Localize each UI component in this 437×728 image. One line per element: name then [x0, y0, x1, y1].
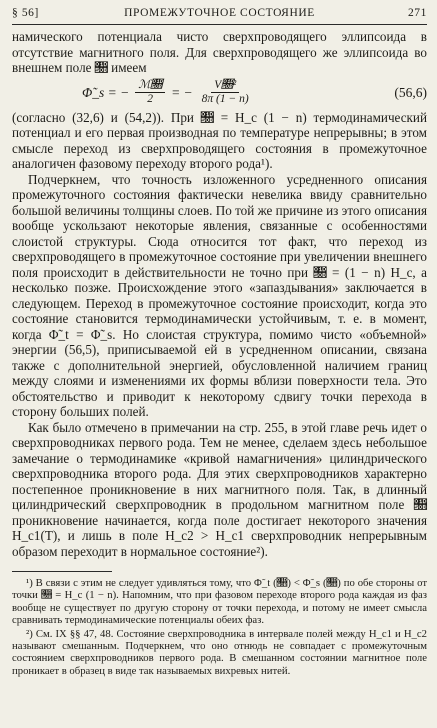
equation-lhs: Φ̃_s = − — [82, 84, 130, 100]
equation-56-6 — [12, 76, 427, 110]
running-title: ПРОМЕЖУТОЧНОЕ СОСТОЯНИЕ — [124, 7, 315, 19]
page-number: 271 — [407, 7, 427, 19]
main-text — [12, 29, 427, 559]
footnote-2: ²) См. IX §§ 47, 48. Состояние сверхпроводника в интервале полей между H_c1 и H_c2 называют смешанным. Подчеркнем, что оно отнюдь не совпадает с промежуточным состоянием сверхпроводников первого рода. В смешанном состоянии магнитное поле проникает в образец в виде так называемых вихревых нитей. — [12, 627, 427, 677]
running-header — [12, 7, 427, 23]
footnote-1: ¹) В связи с этим не следует удивляться тому, что Φ̃_t (𝔋) < Φ̃_s (𝔋) по обе стороны от точки 𝔋 = H_c (1 − n). Напомним, что при фазовом переходе второго рода каждая из фаз вообще не существует по другую сторону от точки перехода, и потому не имеет смысла сравнивать термодинамические потенциалы обеих фаз. — [12, 577, 427, 627]
fraction-2-numerator: V𝔋² — [211, 79, 239, 93]
footnotes — [12, 577, 427, 677]
paragraph-2: Подчеркнем, что точность изложенного усредненного описания промежуточного состояния фактически невелика ввиду сравнительно большой величины толщины слоев. По той же причине из этого описания вообще ускользают некоторые явления, связанные с особенностями слоистой структуры. Сюда относится тот факт, что переход из сверхпроводящего в промежуточное состояние при увеличении внешнего поля происходит в действительности не точно при 𝔋 = (1 − n) H_c, а несколько позже. Происхождение этого «запаздывания» заключается в следующем. Переход в промежуточное состояние происходит, когда это состояние становится термодинамически устойчивым, т. е. в момент, когда Φ̃_t = Φ̃_s. Но слоистая структура, помимо чисто «объемной» энергии (56,5), приписываемой ей в усредненном описании, связана также с дополнительной энергией, обусловленной наличием границ между слоями и изменениями их формы вблизи поверхности тела. Это обстоятельство и приводит к некоторому сдвигу точки перехода в сторону больших полей. — [12, 171, 427, 419]
fraction-2 — [199, 79, 252, 106]
section-ref: § 56] — [12, 7, 39, 19]
equation-equals: = − — [171, 84, 193, 100]
paragraph-3: Как было отмечено в примечании на стр. 255, в этой главе речь идет о сверхпроводниках первого рода. Тем не менее, сделаем здесь небольшое замечание о термодинамике «кривой намагничения» цилиндрического сверхпроводника второго рода. Для этих сверхпроводников характерно постепенное проникновение в них магнитного поля. Так, в длинный цилиндрический сверхпроводник в продольном магнитном поле 𝔋 проникновение начинается, когда поле достигает некоторого значения H_c1(T), и лишь в поле H_c2 > H_c1 сверхпроводник непрерывным образом переходит в нормальное состояние²). — [12, 419, 427, 559]
paragraph-1-tail: (согласно (32,6) и (54,2)). При 𝔋 = H_c (1 − n) термодинамический потенциал и его первая производная по температуре непрерывны; в этом смысле переход из сверхпроводящего состояния в промежуточное аналогичен фазовому переходу второго рода¹). — [12, 109, 427, 171]
fraction-2-denominator: 8π (1 − n) — [201, 93, 249, 105]
equation-formula — [82, 79, 252, 106]
fraction-1-denominator: 2 — [147, 93, 154, 105]
fraction-1-numerator: ℳ𝔋 — [135, 79, 165, 93]
header-rule — [12, 24, 427, 25]
footnote-rule — [12, 571, 112, 572]
fraction-1 — [135, 79, 165, 106]
equation-number: (56,6) — [394, 84, 427, 100]
paragraph-1-lead: намического потенциала чисто сверхпроводящего эллипсоида в отсутствие магнитного поля. Для сверхпроводящего же эллипсоида во внешнем поле 𝔋 имеем — [12, 29, 427, 75]
